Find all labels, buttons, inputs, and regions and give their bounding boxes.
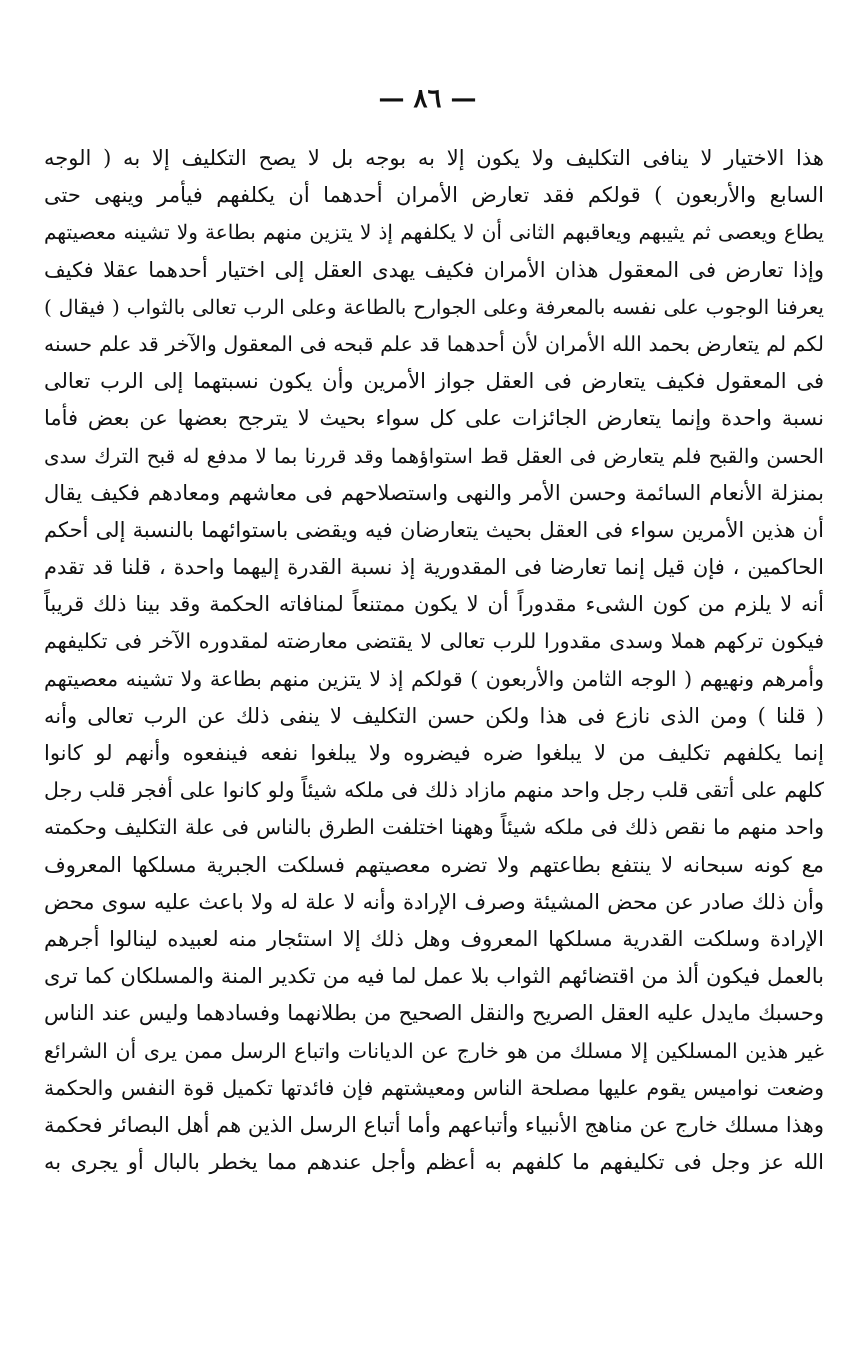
text-line: الحاكمين ، فإن قيل إنما تعارضا فى المقدورية إذ نسبة القدرة إليهما واحدة ، قلنا قد تقدم: [44, 555, 824, 580]
text-line: ( قلنا ) ومن الذى نازع فى هذا ولكن حسن التكليف لا ينفى ذلك عن الرب تعالى وأنه: [44, 703, 824, 728]
text-line: السابع والأربعون ) قولكم فقد تعارض الأمران أحدهما أن يكلفهم فيأمر وينهى حتى: [44, 183, 824, 208]
text-line: نسبة واحدة وإنما يتعارض الجائزات على كل سواء بحيث لا يترجح بعضها عن بعض فأما: [44, 406, 824, 431]
text-line: وهذا مسلك خارج عن مناهج الأنبياء وأتباعهم وأما أتباع الرسل الذين هم أهل البصائر فحكمة: [44, 1112, 824, 1137]
text-line: غير هذين المسلكين إلا مسلك من هو خارج عن الديانات واتباع الرسل ممن يرى أن الشرائع: [44, 1038, 824, 1063]
page-number: — ٨٦ —: [378, 84, 477, 114]
text-line: بالعمل فيكون ألذ من اقتضائهم الثواب بلا عمل لما فيه من تكدير المنة والمسلكان كما ترى: [44, 964, 824, 989]
text-line: وإذا تعارض فى المعقول هذان الأمران فكيف يهدى العقل إلى اختيار أحدهما عقلا فكيف: [44, 257, 824, 282]
text-line: هذا الاختيار لا ينافى التكليف ولا يكون إلا به بوجه بل لا يصح التكليف إلا به ( الوجه: [44, 146, 824, 170]
text-line: وضعت نواميس يقوم عليها مصلحة الناس ومعيشتهم فإن فائدتها تكميل قوة النفس والحكمة: [44, 1075, 824, 1100]
text-line: إنما يكلفهم تكليف من لا يبلغوا ضره فيضروه ولا يبلغوا نفعه فينفعوه وأنهم لو كانوا: [44, 741, 824, 765]
body-text: [44, 140, 824, 1181]
text-line: وأمرهم ونهيهم ( الوجه الثامن والأربعون ) قولكم إذ لا يتزين منهم بطاعة ولا تشينه معصيتهم: [44, 666, 824, 691]
text-line: لكم لم يتعارض بحمد الله الأمران لأن أحدهما قد علم قبحه فى المعقول والآخر قد علم حسنه: [44, 331, 824, 356]
text-line: وأن ذلك صادر عن محض المشيئة وصرف الإرادة وأنه لا علة له ولا باعث عليه سوى محض: [44, 889, 824, 914]
text-line: وحسبك مايدل عليه العقل الصريح والنقل الصحيح من بطلانهما وفسادهما وليس عند الناس: [44, 1001, 824, 1026]
text-line: الله عز وجل فى تكليفهم ما كلفهم به أعظم وأجل عندهم مما يخطر بالبال أو يجرى به: [44, 1150, 824, 1175]
text-line: فيكون تركهم هملا وسدى مقدورا للرب تعالى لا يقتضى معارضته لمقدوره الآخر فى تكليفهم: [44, 629, 824, 654]
text-line: واحد منهم ما نقص ذلك فى ملكه شيئاً وههنا اختلفت الطرق بالناس فى علة التكليف وحكمته: [44, 815, 824, 840]
text-line: مع كونه سبحانه لا ينتفع بطاعتهم ولا تضره معصيتهم فسلكت الجبرية مسلكها المعروف: [44, 852, 824, 877]
text-line: الإرادة وسلكت القدرية مسلكها المعروف وهل ذلك إلا استئجار منه لعبيده لينالوا أجرهم: [44, 926, 824, 951]
text-line: كلهم على أتقى قلب رجل واحد منهم مازاد ذلك فى ملكه شيئاً ولو كانوا على أفجر قلب رجل: [44, 778, 824, 803]
text-line: بمنزلة الأنعام السائمة وحسن الأمر والنهى واستصلاحهم فى معاشهم ومعادهم فكيف يقال: [44, 480, 824, 505]
text-line: الحسن والقبح فلم يتعارض فى العقل قط استواؤهما وقد قررنا بما لا مدفع له قبح الترك سدى: [44, 443, 824, 468]
text-line: يعرفنا الوجوب على نفسه بالمعرفة وعلى الجوارح بالطاعة وعلى الرب تعالى بالثواب ( فيقال ): [44, 294, 824, 319]
text-line: أن هذين الأمرين سواء فى العقل بحيث يتعارضان فيه ويقضى باستوائهما بالنسبة إلى أحكم: [44, 517, 824, 542]
text-line: يطاع ويعصى ثم يثيبهم ويعاقبهم الثانى أن لا يكلفهم إذ لا يتزين منهم بطاعة ولا تشينه معصيتهم: [44, 220, 824, 245]
text-line: فى المعقول فكيف يتعارض فى العقل جواز الأمرين وأن يكون نسبتهما إلى الرب تعالى: [44, 369, 824, 394]
text-line: أنه لا يلزم من كون الشىء مقدوراً أن لا يكون ممتنعاً لمنافاته الحكمة وقد بينا ذلك قريباً: [44, 592, 824, 617]
